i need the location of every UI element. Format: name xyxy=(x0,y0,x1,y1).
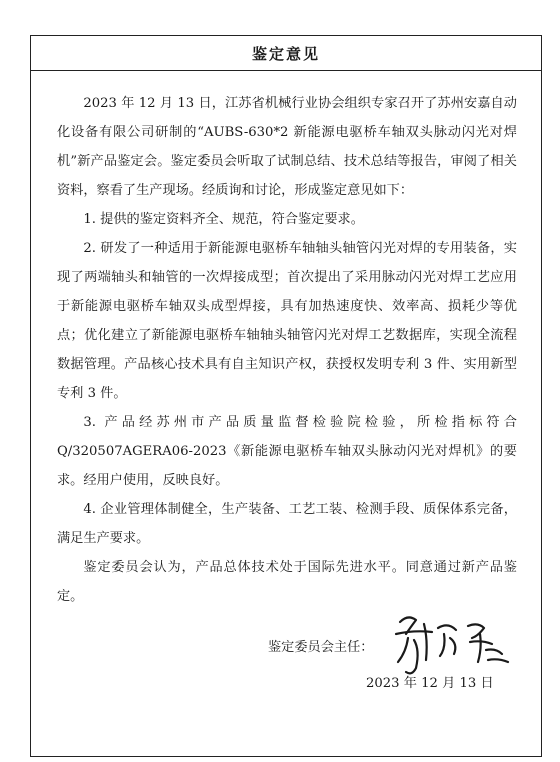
document-title: 鉴定意见 xyxy=(251,44,320,63)
paragraph-conclusion: 鉴定委员会认为，产品总体技术处于国际先进水平。同意通过新产品鉴定。 xyxy=(57,560,517,604)
paragraph-item-3: 3. 产品经苏州市产品质量监督检验院检验，所检指标符合 Q/320507AGERA06-2023《新能源电驱桥车轴双头脉动闪光对焊机》的要求。经用户使用，反映良好。 xyxy=(57,415,517,488)
document-body xyxy=(31,71,541,611)
paragraph-item-4: 4. 企业管理体制健全，生产装备、工艺工装、检测手段、质保体系完备，满足生产要求。 xyxy=(57,502,517,546)
paragraph-item-2: 2. 研发了一种适用于新能源电驱桥车轴轴头轴管闪光对焊的专用装备，实现了两端轴头和轴管的一次焊接成型；首次提出了采用脉动闪光对焊工艺应用于新能源电驱桥车轴双头成型焊接，具有加热速度快、效率高、损耗少等优点；优化建立了新能源电驱桥车轴轴头轴管闪光对焊工艺数据库，实现全流程数据管理。产品核心技术具有自主知识产权，获授权发明专利 3 件、实用新型专利 3 件。 xyxy=(57,241,517,401)
title-row xyxy=(31,36,541,71)
paragraph-item-1: 1. 提供的鉴定资料齐全、规范，符合鉴定要求。 xyxy=(83,212,364,227)
paragraph-intro: 2023 年 12 月 13 日，江苏省机械行业协会组织专家召开了苏州安嘉自动化设备有限公司研制的“AUBS-630*2 新能源电驱桥车轴双头脉动闪光对焊机”新产品鉴定会。鉴定委员会听取了试制总结、技术总结等报告，审阅了相关资料，察看了生产现场。经质询和讨论，形成鉴定意见如下： xyxy=(57,96,517,198)
signature-label: 鉴定委员会主任： xyxy=(268,640,374,655)
signature-line xyxy=(268,636,374,655)
document-date: 2023 年 12 月 13 日 xyxy=(366,676,494,691)
